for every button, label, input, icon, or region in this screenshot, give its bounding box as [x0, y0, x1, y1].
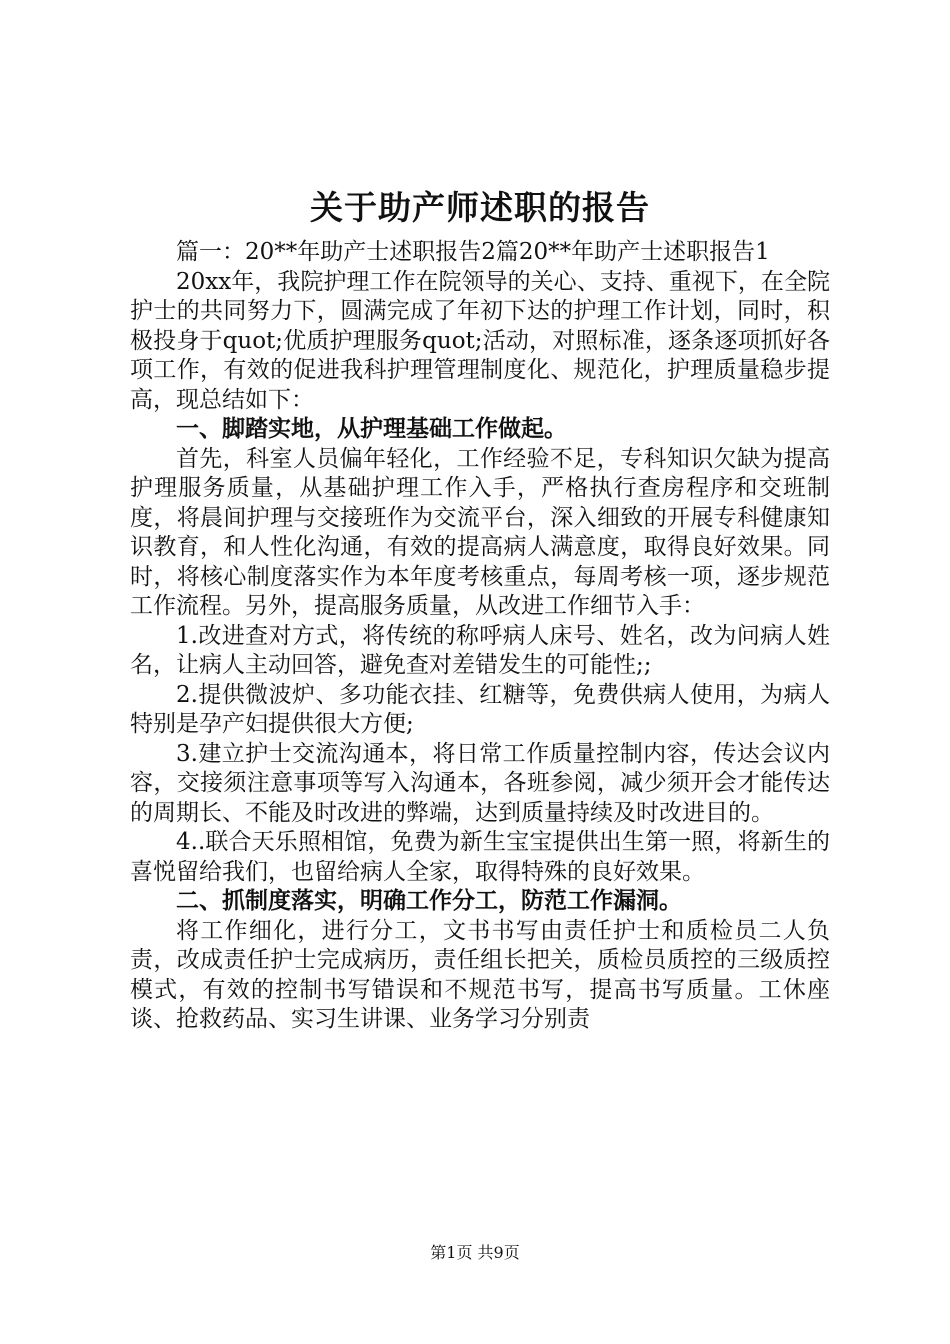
list-item-3: 3.建立护士交流沟通本，将日常工作质量控制内容，传达会议内容，交接须注意事项等写入沟通本，各班参阅，减少须开会才能传达的周期长、不能及时改进的弊端，达到质量持续及时改进目的。: [130, 740, 830, 826]
paragraph-basics: 首先，科室人员偏年轻化，工作经验不足，专科知识欠缺为提高护理服务质量，从基础护理工作入手，严格执行查房程序和交班制度，将晨间护理与交接班作为交流平台，深入细致的开展专科健康知识教育，和人性化沟通，有效的提高病人满意度，取得良好效果。同时，将核心制度落实作为本年度考核重点，每周考核一项，逐步规范工作流程。另外，提高服务质量，从改进工作细节入手：: [130, 445, 830, 619]
section-heading-1: 一、脚踏实地，从护理基础工作做起。: [176, 416, 567, 442]
paragraph-intro: 篇一：20**年助产士述职报告2篇20**年助产士述职报告1: [176, 239, 770, 265]
section-heading-2: 二、抓制度落实，明确工作分工，防范工作漏洞。: [176, 888, 682, 914]
list-item-2: 2.提供微波炉、多功能衣挂、红糖等，免费供病人使用，为病人特别是孕产妇提供很大方便;: [130, 681, 830, 737]
document-title: 关于助产师述职的报告: [310, 188, 650, 227]
page-footer: 第1页 共9页: [430, 1243, 520, 1262]
paragraph-division: 将工作细化，进行分工，文书书写由责任护士和质检员二人负责，改成责任护士完成病历，责任组长把关，质检员质控的三级质控模式，有效的控制书写错误和不规范书写，提高书写质量。工休座谈、抢救药品、实习生讲课、业务学习分别责: [130, 917, 830, 1032]
list-item-1: 1.改进查对方式，将传统的称呼病人床号、姓名，改为问病人姓名，让病人主动回答，避免查对差错发生的可能性;;: [130, 622, 830, 678]
document-page: [130, 180, 830, 1035]
list-item-4: 4..联合天乐照相馆，免费为新生宝宝提供出生第一照，将新生的喜悦留给我们，也留给病人全家，取得特殊的良好效果。: [130, 829, 830, 885]
paragraph-summary: 20xx年，我院护理工作在院领导的关心、支持、重视下，在全院护士的共同努力下，圆满完成了年初下达的护理工作计划，同时，积极投身于quot;优质护理服务quot;活动，对照标准，逐条逐项抓好各项工作，有效的促进我科护理管理制度化、规范化，护理质量稳步提高，现总结如下：: [130, 268, 830, 413]
